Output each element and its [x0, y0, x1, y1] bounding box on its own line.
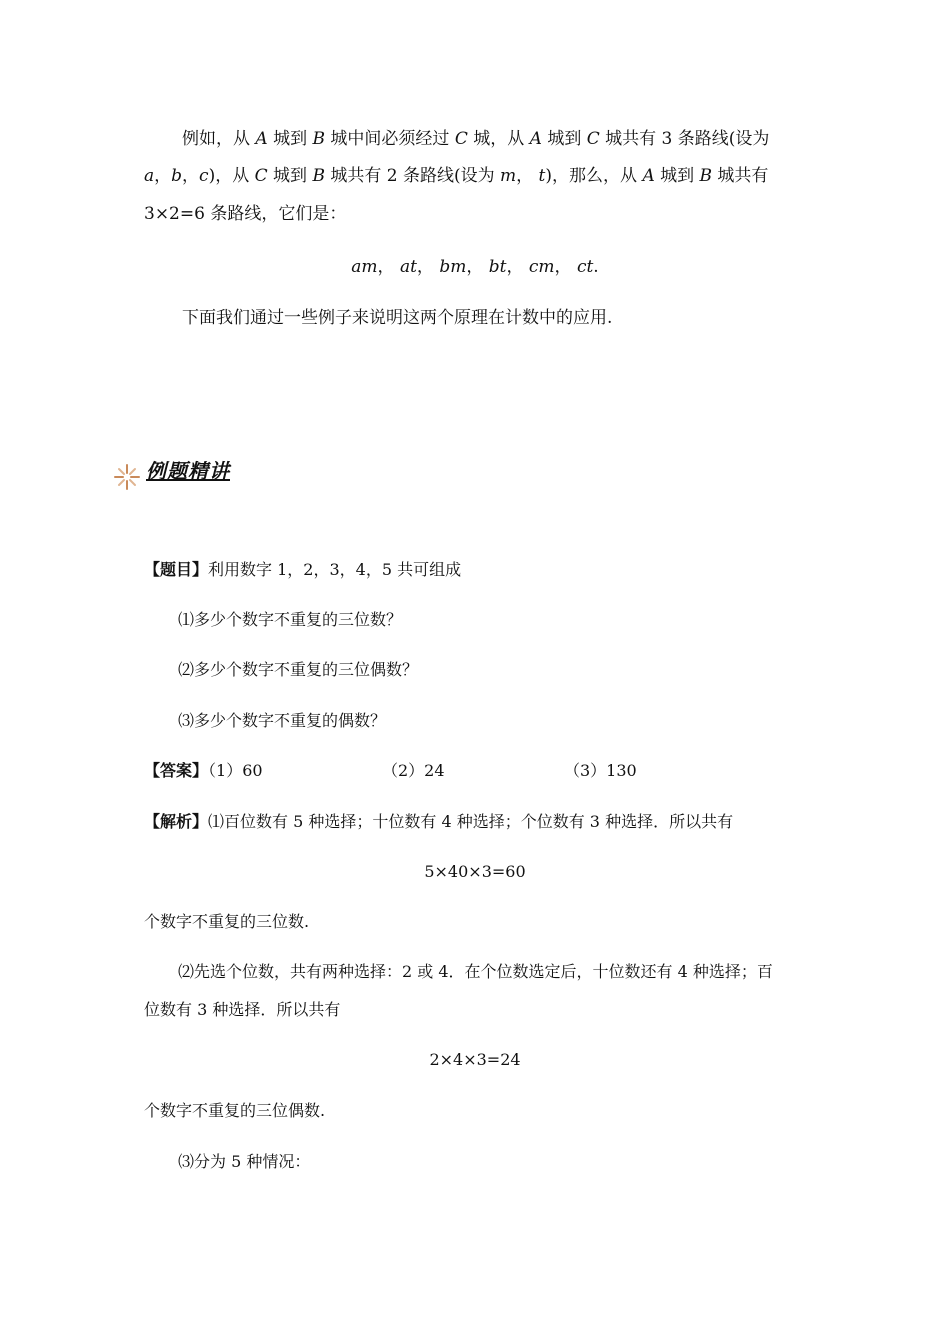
question-3: ⑶多少个数字不重复的偶数？	[178, 711, 387, 730]
analysis-line-3: ⑶分为 5 种情况：	[178, 1152, 311, 1171]
text-run: ，	[154, 166, 172, 186]
var: A	[529, 129, 542, 149]
text-run: ，	[516, 166, 539, 186]
sep: ，	[416, 257, 434, 277]
text-run: 城到	[541, 129, 587, 149]
text-run: 城中间必须经过	[325, 129, 455, 149]
var: A	[642, 166, 655, 186]
text-run: )，那么，从	[545, 166, 643, 186]
answer-3: （3）130	[564, 761, 637, 780]
question-1: ⑴多少个数字不重复的三位数？	[178, 610, 403, 629]
text-run: 城到	[267, 129, 313, 149]
text-run: 例如，从	[182, 129, 256, 149]
problem-tag: 【题目】	[144, 560, 209, 579]
sep: ，	[554, 257, 572, 277]
analysis-line-2-end: 个数字不重复的三位偶数.	[144, 1101, 326, 1120]
route: bt	[488, 257, 507, 277]
text-run: 城共有 2 条路线(设为	[324, 166, 501, 186]
intro-line-1	[182, 128, 769, 150]
text-run: 城，从	[467, 129, 530, 149]
question-2: ⑵多少个数字不重复的三位偶数？	[178, 660, 419, 679]
problem-text: 利用数字 1，2，3，4，5 共可组成	[208, 560, 462, 579]
answer-line	[144, 761, 844, 781]
var: B	[312, 166, 325, 186]
var: m	[500, 166, 517, 186]
text-run: ，	[182, 166, 200, 186]
var: B	[312, 129, 325, 149]
text-run: )，从	[208, 166, 255, 186]
answer-2: （2）24	[382, 761, 445, 780]
sep: ，	[377, 257, 395, 277]
section-title: 例题精讲	[146, 459, 230, 483]
var: a	[144, 166, 155, 186]
text-run: 城共有	[712, 166, 769, 186]
var: C	[586, 129, 600, 149]
answer-tag: 【答案】	[144, 761, 209, 780]
analysis-line-2b: 位数有 3 种选择．所以共有	[144, 1000, 341, 1019]
sep: ，	[466, 257, 484, 277]
intro-line-4: 下面我们通过一些例子来说明这两个原理在计数中的应用.	[182, 308, 613, 328]
sep: ，	[506, 257, 524, 277]
route: ct	[576, 257, 594, 277]
analysis-line-1	[144, 812, 733, 832]
var: c	[199, 166, 209, 186]
route: am	[351, 257, 378, 277]
intro-line-2	[144, 165, 768, 187]
equation-2: 2×4×3=24	[429, 1050, 521, 1069]
var: A	[255, 129, 268, 149]
text-run: 城到	[654, 166, 700, 186]
analysis-text: ⑴百位数有 5 种选择；十位数有 4 种选择；个位数有 3 种选择．所以共有	[208, 812, 734, 831]
sep: .	[593, 257, 599, 277]
var: b	[171, 166, 183, 186]
routes-list	[0, 256, 950, 278]
analysis-line-1-end: 个数字不重复的三位数.	[144, 912, 310, 931]
intro-line-3: 3×2=6 条路线，它们是：	[144, 204, 347, 224]
route: cm	[528, 257, 555, 277]
starburst-icon	[113, 462, 143, 492]
problem-line	[144, 560, 461, 580]
route: at	[399, 257, 417, 277]
var: C	[454, 129, 468, 149]
answer-1: （1）60	[208, 761, 263, 780]
var: B	[699, 166, 713, 186]
text-run: 城共有 3 条路线(设为	[599, 129, 770, 149]
text-run: 城到	[267, 166, 313, 186]
analysis-line-2a: ⑵先选个位数，共有两种选择：2 或 4．在个位数选定后，十位数还有 4 种选择；百	[178, 962, 773, 981]
equation-1: 5×40×3=60	[424, 862, 526, 881]
var: C	[254, 166, 268, 186]
route: bm	[439, 257, 467, 277]
analysis-tag: 【解析】	[144, 812, 209, 831]
var: t	[538, 166, 546, 186]
